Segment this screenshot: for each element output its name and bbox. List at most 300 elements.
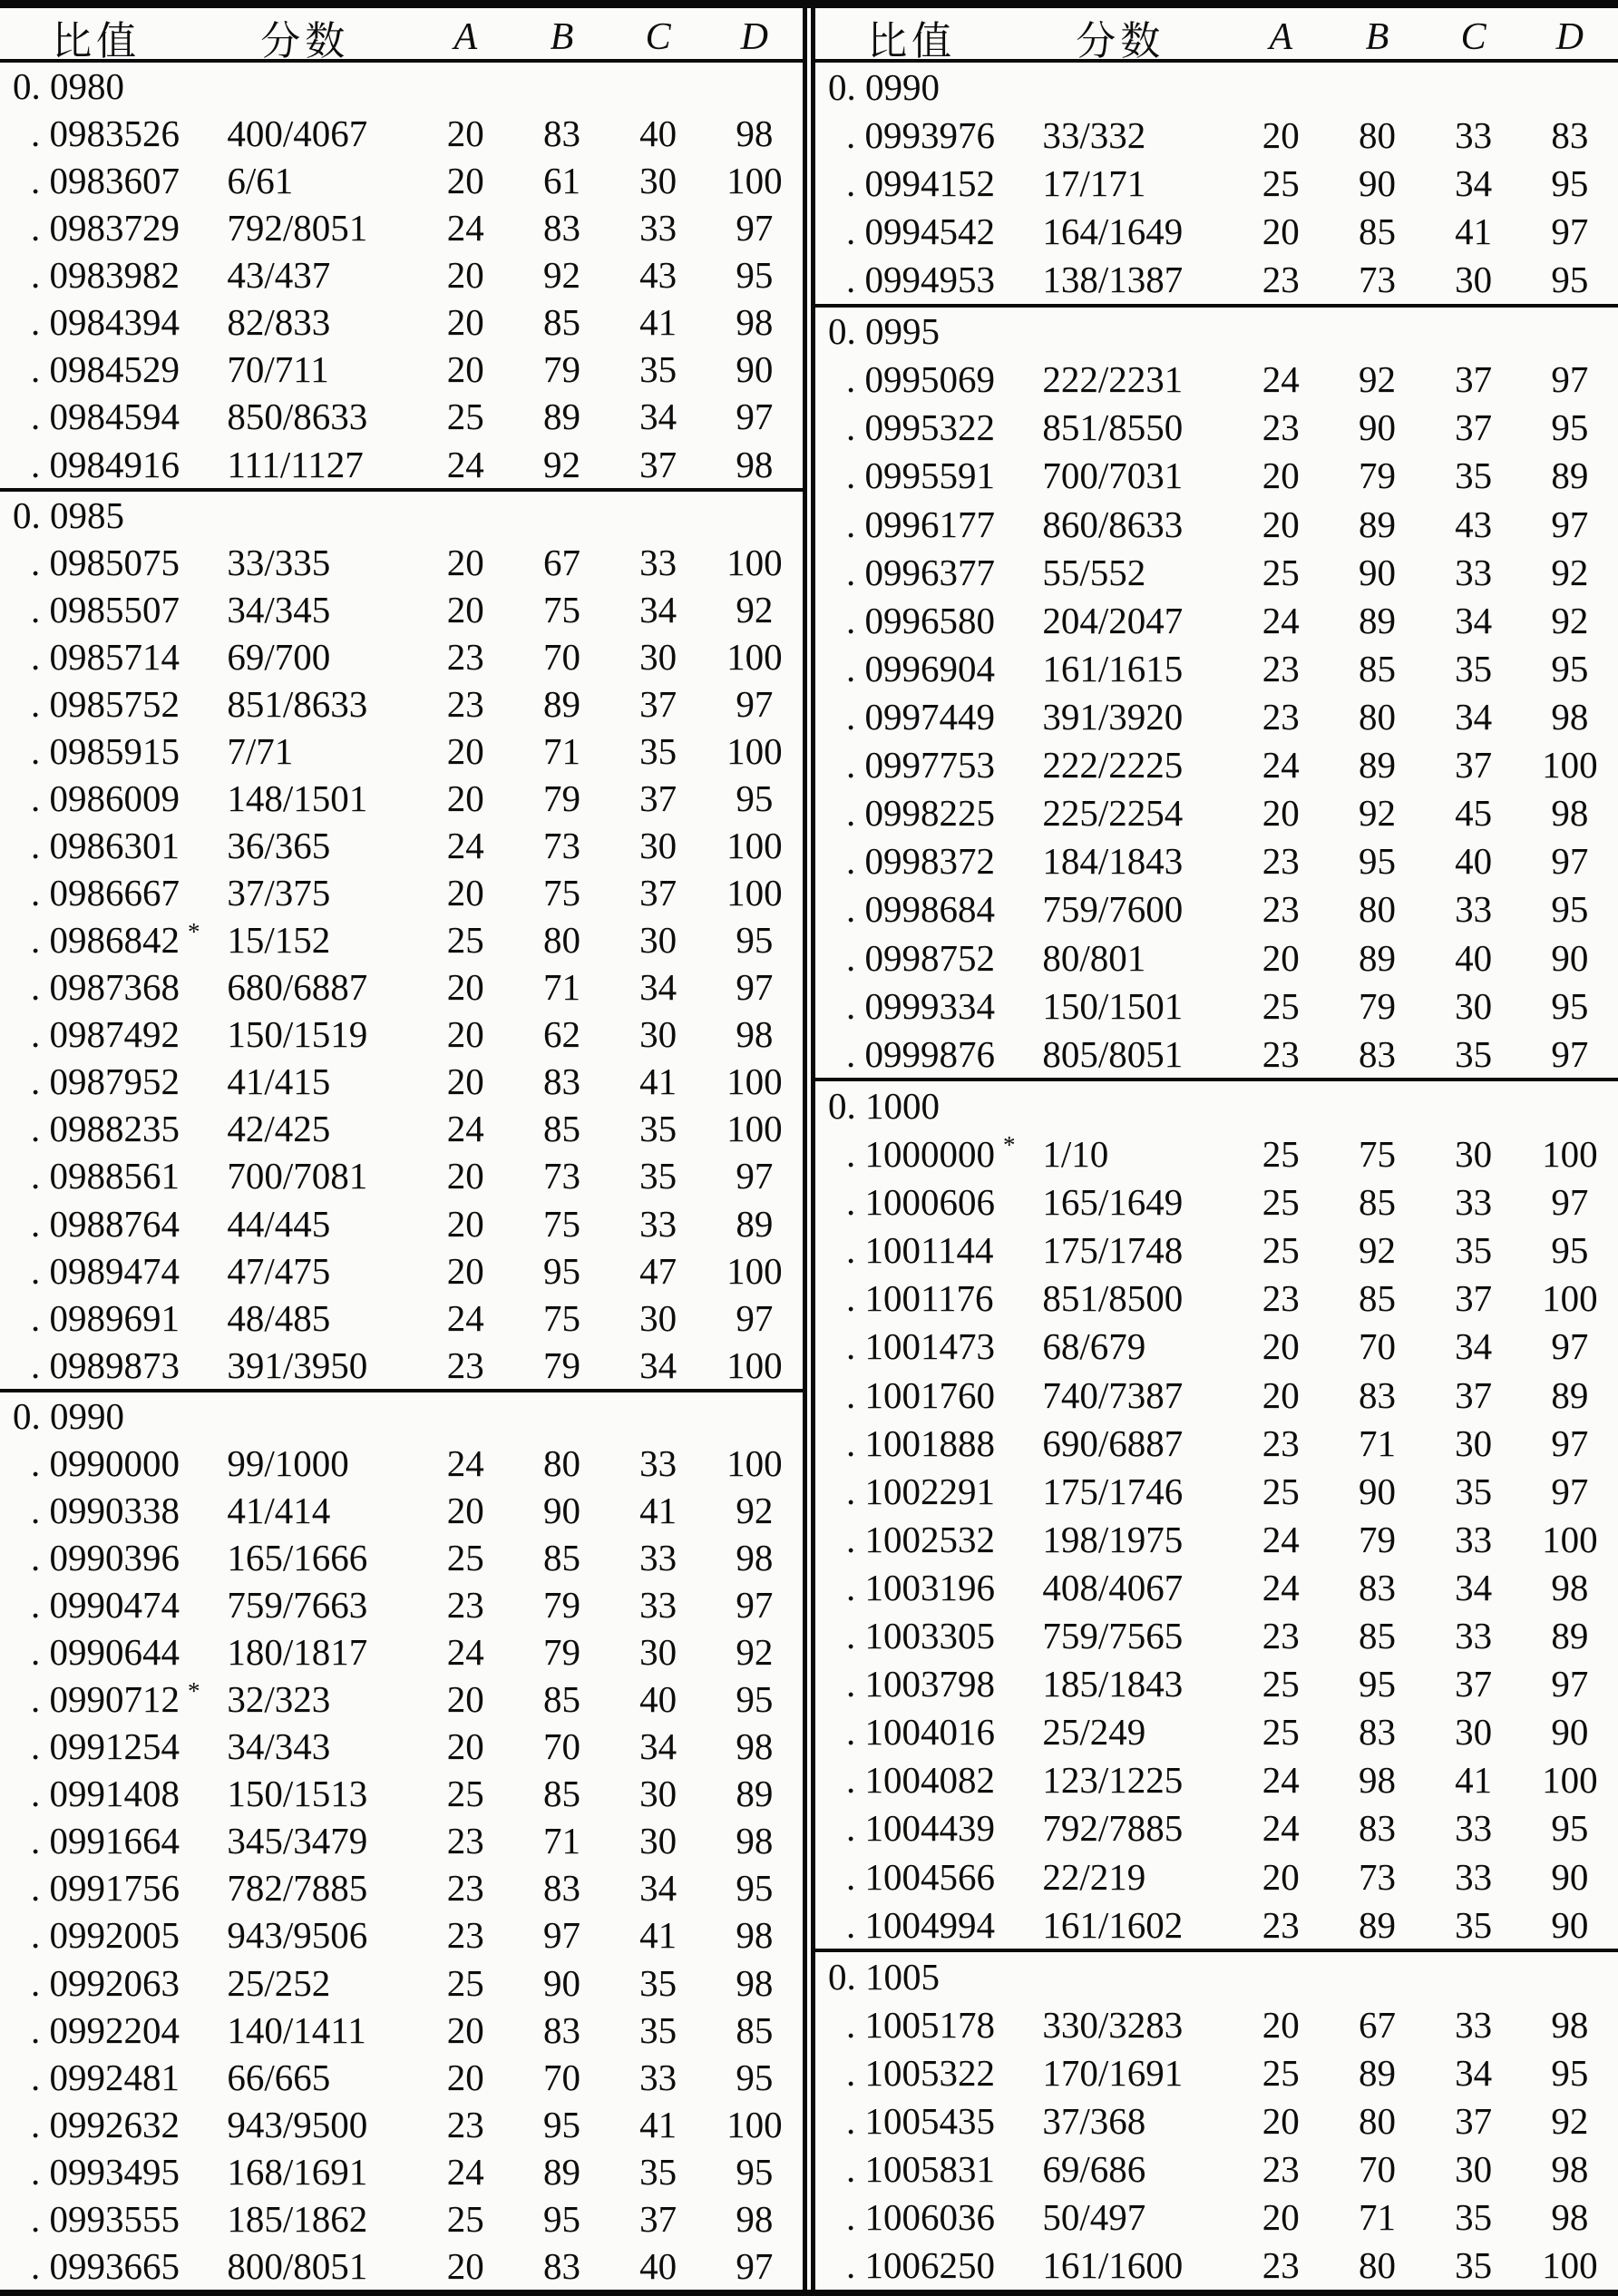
fraction-cell: 66/665 bbox=[227, 2056, 331, 2098]
col-a-cell: 20 bbox=[446, 1155, 484, 1197]
table-row bbox=[815, 2193, 1618, 2242]
table-row bbox=[815, 1371, 1618, 1419]
col-c-cell: 30 bbox=[1455, 1711, 1493, 1754]
col-c-cell: 33 bbox=[639, 1584, 677, 1627]
col-d-cell: 89 bbox=[1551, 1615, 1589, 1657]
col-b-cell: 92 bbox=[1358, 792, 1396, 835]
table-row bbox=[0, 1723, 803, 1770]
table-row bbox=[0, 1581, 803, 1628]
col-c-cell: 34 bbox=[1455, 161, 1493, 204]
col-c-cell: 37 bbox=[1455, 358, 1493, 401]
col-d-cell: 100 bbox=[726, 1108, 783, 1150]
col-b-cell: 79 bbox=[542, 1631, 580, 1674]
ratio-cell: . 0985915 bbox=[31, 729, 180, 772]
col-b-cell: 85 bbox=[1358, 210, 1396, 252]
col-b-cell: 92 bbox=[1358, 1229, 1396, 1272]
col-a-cell: 23 bbox=[446, 1820, 484, 1862]
col-b-cell: 83 bbox=[1358, 1032, 1396, 1075]
col-d-cell: 92 bbox=[1551, 551, 1589, 593]
table-row bbox=[815, 789, 1618, 837]
col-b-cell: 80 bbox=[1358, 695, 1396, 738]
col-c-cell: 35 bbox=[1455, 454, 1493, 497]
col-a-cell: 20 bbox=[446, 1060, 484, 1103]
ratio-cell: . 1001144 bbox=[846, 1229, 994, 1272]
col-a-cell: 23 bbox=[1262, 840, 1300, 883]
fraction-cell: 759/7565 bbox=[1042, 1615, 1184, 1657]
col-a-cell: 20 bbox=[446, 112, 484, 155]
col-b-cell: 95 bbox=[542, 2197, 580, 2240]
table-row bbox=[815, 885, 1618, 933]
col-c-cell: 37 bbox=[639, 682, 677, 725]
fraction-cell: 222/2231 bbox=[1042, 358, 1184, 401]
col-a-cell: 20 bbox=[446, 588, 484, 630]
col-b-cell: 95 bbox=[542, 2103, 580, 2145]
table-row bbox=[0, 680, 803, 728]
col-b-cell: 70 bbox=[542, 635, 580, 678]
col-a-cell: 25 bbox=[1262, 2052, 1300, 2095]
ratio-cell: . 0991408 bbox=[31, 1773, 180, 1815]
fraction-cell: 782/7885 bbox=[227, 1867, 368, 1910]
fraction-cell: 700/7031 bbox=[1042, 454, 1184, 497]
col-d-cell: 97 bbox=[1551, 1663, 1589, 1705]
col-b-cell: 95 bbox=[1358, 840, 1396, 883]
col-c-cell: 33 bbox=[639, 1536, 677, 1578]
ratio-cell: . 0989873 bbox=[31, 1343, 180, 1386]
col-d-cell: 97 bbox=[736, 1584, 774, 1627]
col-b-cell: 89 bbox=[1358, 936, 1396, 979]
fraction-cell: 123/1225 bbox=[1042, 1759, 1184, 1802]
col-b-cell: 89 bbox=[542, 682, 580, 725]
fraction-cell: 175/1748 bbox=[1042, 1229, 1184, 1272]
col-d-cell: 92 bbox=[736, 588, 774, 630]
col-b-cell: 90 bbox=[1358, 161, 1396, 204]
table-row bbox=[815, 356, 1618, 404]
section-label: 0. 0980 bbox=[13, 65, 124, 108]
table-row bbox=[815, 1226, 1618, 1275]
ratio-cell: . 1005322 bbox=[846, 2052, 995, 2095]
col-d-cell: 97 bbox=[1551, 1470, 1589, 1512]
col-b-cell: 75 bbox=[542, 1202, 580, 1245]
ratio-cell: . 0992204 bbox=[31, 2008, 180, 2051]
table-row bbox=[0, 2054, 803, 2101]
col-c-cell: 33 bbox=[1455, 1615, 1493, 1657]
col-d-cell: 100 bbox=[1542, 2244, 1598, 2287]
col-b-cell: 85 bbox=[542, 301, 580, 344]
col-c-cell: 35 bbox=[639, 1155, 677, 1197]
col-c-cell: 30 bbox=[639, 1013, 677, 1056]
ratio-cell: . 0985752 bbox=[31, 682, 180, 725]
ratio-cell: . 1001760 bbox=[846, 1373, 995, 1416]
col-b-cell: 61 bbox=[542, 160, 580, 202]
col-d-cell: 98 bbox=[1551, 2148, 1589, 2191]
col-b-cell: 85 bbox=[542, 1536, 580, 1578]
table-row bbox=[0, 1817, 803, 1864]
ratio-cell: . 0996904 bbox=[846, 647, 995, 689]
col-d-cell: 89 bbox=[736, 1773, 774, 1815]
col-a-cell: 23 bbox=[1262, 1615, 1300, 1657]
col-b-cell: 89 bbox=[1358, 599, 1396, 641]
col-d-cell: 98 bbox=[736, 1725, 774, 1768]
ratio-cell: . 0984594 bbox=[31, 396, 180, 438]
col-a-cell: 23 bbox=[1262, 1422, 1300, 1464]
col-b-cell: 80 bbox=[1358, 2100, 1396, 2143]
col-b-cell: 71 bbox=[1358, 1422, 1396, 1464]
col-a-cell: 23 bbox=[446, 1867, 484, 1910]
col-a-cell: 25 bbox=[1262, 1132, 1300, 1175]
col-a-cell: 24 bbox=[1262, 1566, 1300, 1608]
ratio-cell: . 0984529 bbox=[31, 348, 180, 391]
col-d-cell: 98 bbox=[1551, 2003, 1589, 2046]
col-a-cell: 25 bbox=[1262, 1181, 1300, 1224]
column-divider bbox=[803, 8, 815, 2290]
ratio-cell: . 0993495 bbox=[31, 2150, 180, 2193]
col-c-cell: 33 bbox=[1455, 2003, 1493, 2046]
fraction-cell: 15/152 bbox=[227, 919, 331, 962]
col-b-cell: 80 bbox=[1358, 113, 1396, 156]
ratio-cell: . 0992632 bbox=[31, 2103, 180, 2145]
col-a-cell: 25 bbox=[446, 1773, 484, 1815]
col-a-cell: 25 bbox=[1262, 161, 1300, 204]
col-a-cell: 25 bbox=[446, 919, 484, 962]
header-col-c: C bbox=[1460, 16, 1486, 58]
fraction-cell: 759/7600 bbox=[1042, 888, 1184, 931]
col-b-cell: 89 bbox=[542, 396, 580, 438]
col-a-cell: 20 bbox=[1262, 1325, 1300, 1368]
col-d-cell: 97 bbox=[1551, 503, 1589, 545]
section-header-row bbox=[0, 488, 803, 539]
col-c-cell: 35 bbox=[639, 2008, 677, 2051]
col-d-cell: 100 bbox=[726, 872, 783, 914]
fraction-cell: 80/801 bbox=[1042, 936, 1146, 979]
fraction-cell: 222/2225 bbox=[1042, 744, 1184, 787]
col-b-cell: 75 bbox=[542, 1296, 580, 1339]
col-a-cell: 23 bbox=[1262, 695, 1300, 738]
col-b-cell: 83 bbox=[542, 207, 580, 249]
ratio-cell: . 0990712 * bbox=[31, 1676, 200, 1721]
col-d-cell: 100 bbox=[726, 1060, 783, 1103]
col-b-cell: 90 bbox=[1358, 1470, 1396, 1512]
col-c-cell: 40 bbox=[1455, 936, 1493, 979]
col-d-cell: 98 bbox=[1551, 1566, 1589, 1608]
col-b-cell: 80 bbox=[542, 919, 580, 962]
ratio-cell: . 1003305 bbox=[846, 1615, 995, 1657]
table-row bbox=[0, 298, 803, 346]
col-d-cell: 100 bbox=[726, 729, 783, 772]
fraction-cell: 161/1602 bbox=[1042, 1903, 1184, 1946]
col-b-cell: 83 bbox=[542, 1060, 580, 1103]
section-label: 0. 0990 bbox=[13, 1394, 124, 1437]
col-b-cell: 71 bbox=[1358, 2196, 1396, 2239]
fraction-cell: 25/249 bbox=[1042, 1711, 1146, 1754]
col-c-cell: 34 bbox=[1455, 695, 1493, 738]
fraction-cell: 111/1127 bbox=[227, 443, 364, 485]
col-c-cell: 34 bbox=[1455, 1325, 1493, 1368]
ratio-cell: . 1004439 bbox=[846, 1807, 995, 1850]
col-b-cell: 73 bbox=[542, 825, 580, 867]
table-row bbox=[815, 159, 1618, 207]
fraction-cell: 1/10 bbox=[1042, 1132, 1109, 1175]
fraction-cell: 165/1649 bbox=[1042, 1181, 1184, 1224]
fraction-cell: 36/365 bbox=[227, 825, 331, 867]
col-d-cell: 92 bbox=[1551, 2100, 1589, 2143]
col-d-cell: 100 bbox=[726, 541, 783, 583]
col-d-cell: 89 bbox=[1551, 454, 1589, 497]
col-d-cell: 100 bbox=[726, 160, 783, 202]
fraction-cell: 180/1817 bbox=[227, 1631, 368, 1674]
table-right-body bbox=[815, 63, 1618, 2290]
table-row bbox=[0, 1487, 803, 1534]
col-c-cell: 30 bbox=[639, 1631, 677, 1674]
ratio-cell: . 0987368 bbox=[31, 966, 180, 1009]
col-b-cell: 73 bbox=[1358, 1855, 1396, 1898]
ratio-cell: . 0994953 bbox=[846, 258, 995, 300]
ratio-cell: . 0983607 bbox=[31, 160, 180, 202]
ratio-cell: . 0986842 * bbox=[31, 917, 200, 962]
fraction-cell: 851/8633 bbox=[227, 682, 368, 725]
col-c-cell: 30 bbox=[639, 825, 677, 867]
table-row bbox=[0, 728, 803, 775]
col-d-cell: 95 bbox=[736, 1678, 774, 1721]
col-d-cell: 98 bbox=[736, 1536, 774, 1578]
ratio-cell: . 0983982 bbox=[31, 254, 180, 297]
table-row bbox=[0, 1200, 803, 1247]
col-c-cell: 33 bbox=[639, 207, 677, 249]
col-a-cell: 24 bbox=[446, 1631, 484, 1674]
table-row bbox=[0, 251, 803, 298]
table-row bbox=[815, 1467, 1618, 1515]
ratio-cell: . 0999876 bbox=[846, 1032, 995, 1075]
col-a-cell: 20 bbox=[1262, 503, 1300, 545]
col-d-cell: 100 bbox=[726, 1343, 783, 1386]
col-c-cell: 30 bbox=[1455, 2148, 1493, 2191]
col-d-cell: 98 bbox=[1551, 695, 1589, 738]
col-a-cell: 24 bbox=[446, 1441, 484, 1484]
col-b-cell: 67 bbox=[542, 541, 580, 583]
ratio-cell: . 0989474 bbox=[31, 1249, 180, 1292]
col-d-cell: 97 bbox=[736, 396, 774, 438]
table-right-half bbox=[815, 8, 1618, 2290]
table-row bbox=[815, 1323, 1618, 1371]
col-a-cell: 23 bbox=[1262, 258, 1300, 300]
col-a-cell: 20 bbox=[446, 729, 484, 772]
col-c-cell: 30 bbox=[639, 919, 677, 962]
fraction-cell: 408/4067 bbox=[1042, 1566, 1184, 1608]
col-b-cell: 70 bbox=[1358, 1325, 1396, 1368]
col-d-cell: 100 bbox=[726, 1441, 783, 1484]
col-c-cell: 41 bbox=[639, 301, 677, 344]
table-row bbox=[0, 822, 803, 869]
col-d-cell: 97 bbox=[1551, 840, 1589, 883]
table-row bbox=[815, 2000, 1618, 2048]
fraction-cell: 34/343 bbox=[227, 1725, 331, 1768]
col-b-cell: 92 bbox=[542, 254, 580, 297]
col-d-cell: 100 bbox=[1542, 1277, 1598, 1320]
col-a-cell: 24 bbox=[1262, 1759, 1300, 1802]
fraction-cell: 41/414 bbox=[227, 1489, 331, 1531]
table-row bbox=[0, 2007, 803, 2054]
table-row bbox=[0, 393, 803, 440]
table-left-body bbox=[0, 63, 803, 2290]
col-c-cell: 34 bbox=[639, 1867, 677, 1910]
table-row bbox=[815, 500, 1618, 548]
col-d-cell: 97 bbox=[1551, 210, 1589, 252]
table-row bbox=[815, 1129, 1618, 1177]
ratio-cell: . 0990474 bbox=[31, 1584, 180, 1627]
fraction-cell: 792/7885 bbox=[1042, 1807, 1184, 1850]
col-b-cell: 97 bbox=[542, 1914, 580, 1957]
ratio-cell: . 1000000 * bbox=[846, 1131, 1016, 1175]
col-a-cell: 20 bbox=[446, 1249, 484, 1292]
table-row bbox=[0, 1247, 803, 1295]
col-d-cell: 95 bbox=[736, 1867, 774, 1910]
table-row bbox=[815, 1756, 1618, 1804]
col-c-cell: 33 bbox=[1455, 551, 1493, 593]
ratio-cell: . 0991254 bbox=[31, 1725, 180, 1768]
col-c-cell: 37 bbox=[1455, 406, 1493, 449]
col-a-cell: 23 bbox=[1262, 888, 1300, 931]
col-c-cell: 35 bbox=[639, 1961, 677, 2004]
col-b-cell: 89 bbox=[1358, 2052, 1396, 2095]
fraction-cell: 32/323 bbox=[227, 1678, 331, 1721]
col-a-cell: 20 bbox=[1262, 1373, 1300, 1416]
section-header-row bbox=[815, 304, 1618, 356]
ratio-cell: . 0996177 bbox=[846, 503, 995, 545]
col-c-cell: 33 bbox=[1455, 888, 1493, 931]
col-c-cell: 33 bbox=[639, 2056, 677, 2098]
col-a-cell: 23 bbox=[446, 635, 484, 678]
fraction-cell: 6/61 bbox=[227, 160, 294, 202]
table-row bbox=[815, 1660, 1618, 1708]
col-d-cell: 100 bbox=[1542, 744, 1598, 787]
col-c-cell: 40 bbox=[639, 112, 677, 155]
fraction-cell: 161/1600 bbox=[1042, 2244, 1184, 2287]
col-b-cell: 73 bbox=[1358, 258, 1396, 300]
ratio-cell: . 1004566 bbox=[846, 1855, 995, 1898]
col-a-cell: 20 bbox=[1262, 2196, 1300, 2239]
ratio-cell: . 0998684 bbox=[846, 888, 995, 931]
ratio-cell: . 0993976 bbox=[846, 113, 995, 156]
col-d-cell: 97 bbox=[736, 966, 774, 1009]
col-b-cell: 85 bbox=[542, 1678, 580, 1721]
col-b-cell: 79 bbox=[542, 1343, 580, 1386]
ratio-cell: . 1005435 bbox=[846, 2100, 995, 2143]
col-d-cell: 95 bbox=[736, 919, 774, 962]
ratio-cell: . 1002532 bbox=[846, 1518, 995, 1560]
table-row bbox=[0, 1676, 803, 1723]
col-c-cell: 33 bbox=[639, 541, 677, 583]
col-c-cell: 37 bbox=[639, 2197, 677, 2240]
col-b-cell: 73 bbox=[542, 1155, 580, 1197]
table-row bbox=[0, 1342, 803, 1389]
col-c-cell: 35 bbox=[639, 729, 677, 772]
col-a-cell: 23 bbox=[1262, 1032, 1300, 1075]
fraction-cell: 150/1513 bbox=[227, 1773, 368, 1815]
col-c-cell: 30 bbox=[639, 1296, 677, 1339]
col-c-cell: 35 bbox=[1455, 1032, 1493, 1075]
ratio-cell: . 0995591 bbox=[846, 454, 995, 497]
col-a-cell: 23 bbox=[446, 1914, 484, 1957]
header-col-a: A bbox=[453, 16, 478, 58]
ratio-cell: . 0993665 bbox=[31, 2244, 180, 2287]
fraction-cell: 44/445 bbox=[227, 1202, 331, 1245]
ratio-cell: . 0998752 bbox=[846, 936, 995, 979]
col-b-cell: 90 bbox=[1358, 406, 1396, 449]
col-c-cell: 40 bbox=[1455, 840, 1493, 883]
col-d-cell: 95 bbox=[1551, 2052, 1589, 2095]
fraction-cell: 204/2047 bbox=[1042, 599, 1184, 641]
table-row bbox=[0, 1628, 803, 1676]
ratio-cell: . 0995069 bbox=[846, 358, 995, 401]
fraction-cell: 170/1691 bbox=[1042, 2052, 1184, 2095]
ratio-cell: . 0987492 bbox=[31, 1013, 180, 1056]
table-row bbox=[815, 1612, 1618, 1660]
table-row bbox=[815, 1900, 1618, 1949]
table-row bbox=[815, 933, 1618, 982]
col-c-cell: 33 bbox=[1455, 1855, 1493, 1898]
col-c-cell: 37 bbox=[1455, 1277, 1493, 1320]
col-b-cell: 70 bbox=[542, 1725, 580, 1768]
table-row bbox=[815, 1852, 1618, 1900]
col-c-cell: 37 bbox=[639, 777, 677, 819]
col-b-cell: 92 bbox=[1358, 358, 1396, 401]
col-b-cell: 71 bbox=[542, 1820, 580, 1862]
col-d-cell: 90 bbox=[1551, 1903, 1589, 1946]
table-left-half bbox=[0, 8, 803, 2290]
fraction-cell: 185/1843 bbox=[1042, 1663, 1184, 1705]
col-d-cell: 97 bbox=[736, 1296, 774, 1339]
col-c-cell: 33 bbox=[1455, 1807, 1493, 1850]
ratio-cell: . 0983729 bbox=[31, 207, 180, 249]
col-b-cell: 79 bbox=[1358, 984, 1396, 1027]
fraction-cell: 391/3950 bbox=[227, 1343, 368, 1386]
col-d-cell: 98 bbox=[736, 1820, 774, 1862]
col-c-cell: 41 bbox=[1455, 210, 1493, 252]
ratio-cell: . 1000606 bbox=[846, 1181, 995, 1224]
fraction-cell: 759/7663 bbox=[227, 1584, 368, 1627]
col-b-cell: 85 bbox=[1358, 1277, 1396, 1320]
col-d-cell: 95 bbox=[1551, 258, 1589, 300]
col-a-cell: 24 bbox=[1262, 1807, 1300, 1850]
col-a-cell: 20 bbox=[1262, 113, 1300, 156]
ratio-cell: . 1006036 bbox=[846, 2196, 995, 2239]
col-d-cell: 95 bbox=[1551, 888, 1589, 931]
header-col-c: C bbox=[645, 16, 671, 58]
col-b-cell: 85 bbox=[542, 1773, 580, 1815]
table-row bbox=[0, 1011, 803, 1058]
col-c-cell: 34 bbox=[639, 1343, 677, 1386]
col-c-cell: 41 bbox=[639, 2103, 677, 2145]
col-c-cell: 35 bbox=[639, 1108, 677, 1150]
col-d-cell: 100 bbox=[726, 1249, 783, 1292]
table-row bbox=[815, 1419, 1618, 1467]
fraction-cell: 851/8550 bbox=[1042, 406, 1184, 449]
col-c-cell: 37 bbox=[1455, 2100, 1493, 2143]
col-b-cell: 80 bbox=[542, 1441, 580, 1484]
col-d-cell: 83 bbox=[1551, 113, 1589, 156]
col-c-cell: 30 bbox=[639, 1773, 677, 1815]
section-header-row bbox=[0, 63, 803, 110]
section-label: 0. 0990 bbox=[828, 65, 940, 108]
col-a-cell: 20 bbox=[446, 1489, 484, 1531]
ratio-cell: . 1001176 bbox=[846, 1277, 994, 1320]
table-row bbox=[0, 2195, 803, 2242]
col-a-cell: 20 bbox=[446, 872, 484, 914]
section-label: 0. 0995 bbox=[828, 310, 940, 353]
col-c-cell: 34 bbox=[639, 588, 677, 630]
table-row bbox=[0, 1152, 803, 1199]
fraction-cell: 943/9500 bbox=[227, 2103, 368, 2145]
fraction-cell: 690/6887 bbox=[1042, 1422, 1184, 1464]
